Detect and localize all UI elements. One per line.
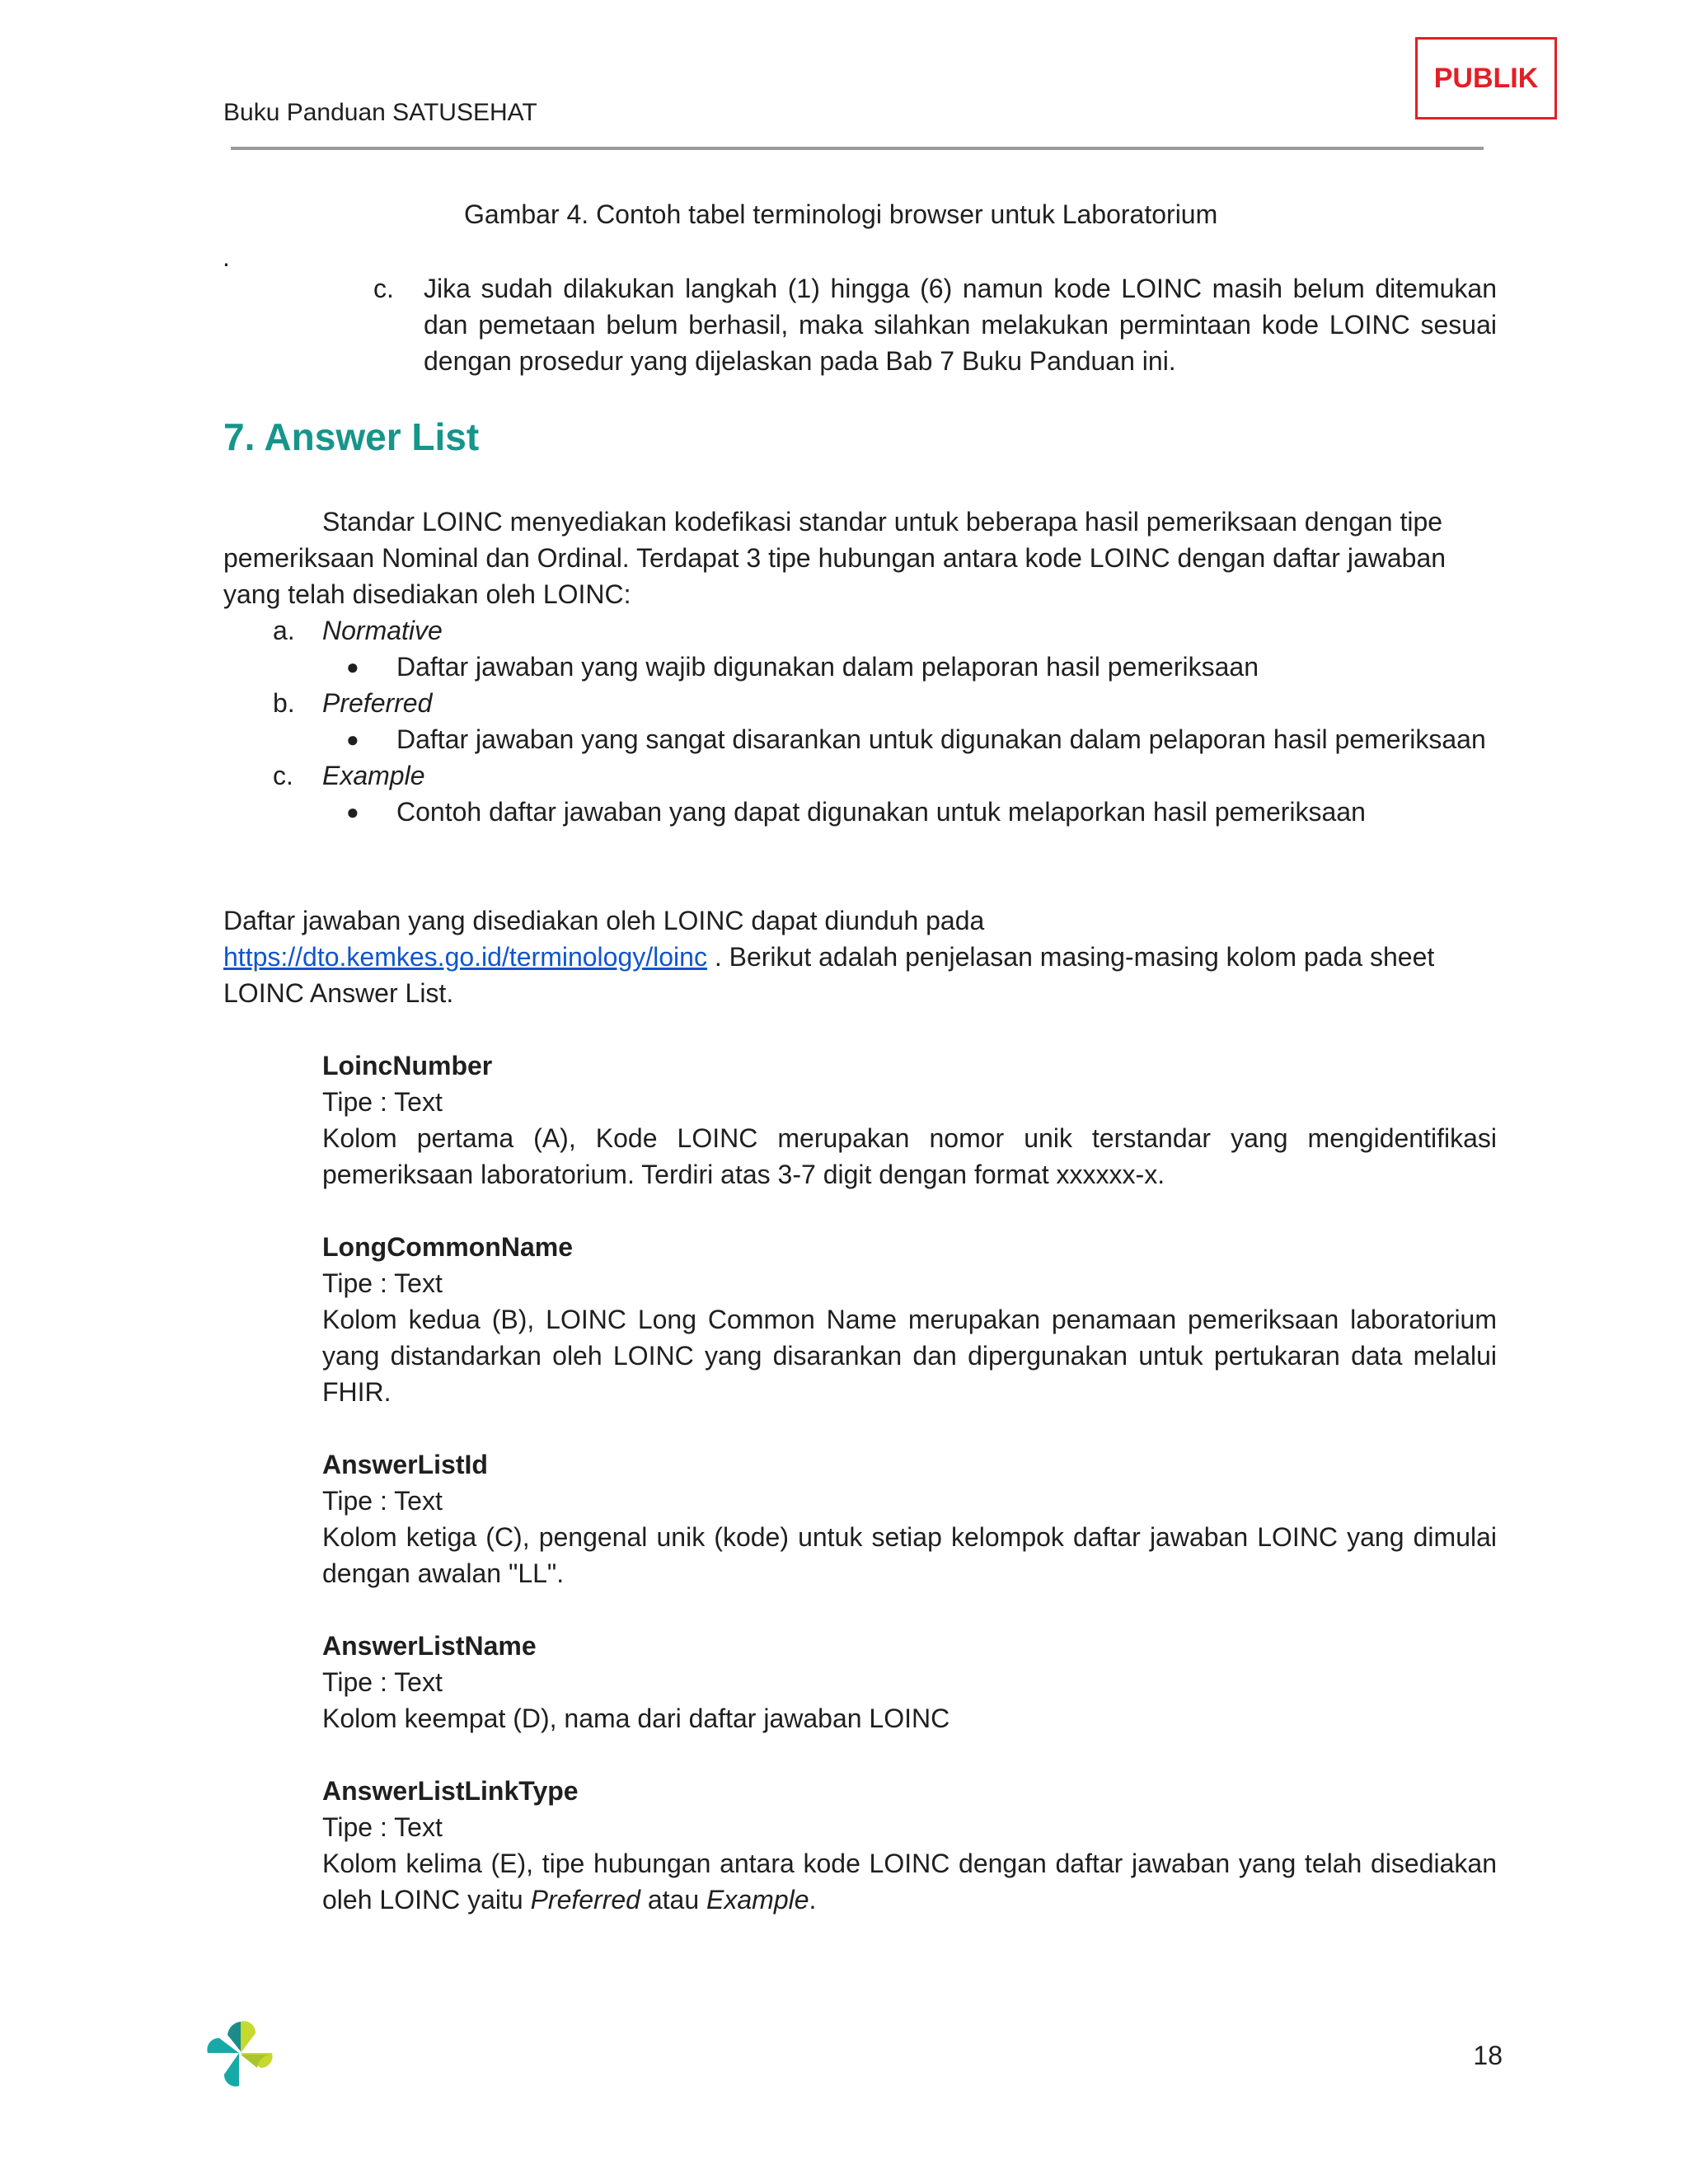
type-name: Normative	[322, 616, 443, 645]
bullet-icon: ●	[346, 799, 359, 824]
type-letter: a.	[273, 616, 295, 645]
list-item-type-a	[223, 612, 1509, 649]
type-a-bullet	[223, 649, 1509, 685]
type-name: Preferred	[322, 688, 433, 718]
field-loincnumber	[322, 1047, 1497, 1193]
desc-text: atau	[640, 1885, 707, 1915]
header-divider	[231, 147, 1484, 150]
stray-dot: .	[223, 242, 230, 272]
field-answerlistlinktype	[322, 1773, 1497, 1918]
figure-caption: Gambar 4. Contoh tabel terminologi browser untuk Laboratorium	[464, 199, 1218, 229]
field-name: LoincNumber	[322, 1051, 493, 1080]
field-type: Tipe : Text	[322, 1087, 443, 1117]
field-description: Kolom kedua (B), LOINC Long Common Name merupakan penamaan pemeriksaan laboratorium yang distandarkan oleh LOINC yang disarankan dan dipergunakan untuk pertukaran data melalui FHIR.	[322, 1305, 1497, 1407]
step-c-marker: c.	[373, 274, 394, 303]
field-name: LongCommonName	[322, 1232, 573, 1262]
bullet-icon: ●	[346, 727, 359, 752]
section-intro	[223, 504, 1451, 612]
loinc-download-link[interactable]: https://dto.kemkes.go.id/terminology/loinc	[223, 942, 707, 972]
intro-paragraph: Standar LOINC menyediakan kodefikasi standar untuk beberapa hasil pemeriksaan dengan tipe pemeriksaan Nominal dan Ordinal. Terdapat 3 tipe hubungan antara kode LOINC dengan daftar jawaban yang telah disediakan oleh LOINC:	[223, 507, 1447, 609]
list-item-type-c	[223, 757, 1509, 794]
field-answerlistid	[322, 1446, 1497, 1591]
section-heading: 7. Answer List	[223, 415, 480, 458]
field-name: AnswerListName	[322, 1631, 537, 1661]
download-paragraph	[223, 902, 1476, 1011]
desc-emphasis: Preferred	[530, 1885, 640, 1915]
type-b-bullet	[223, 721, 1509, 757]
bullet-text: Daftar jawaban yang sangat disarankan untuk digunakan dalam pelaporan hasil pemeriksaan	[396, 724, 1486, 754]
desc-emphasis: Example	[706, 1885, 809, 1915]
type-letter: c.	[273, 761, 293, 790]
field-longcommonname	[322, 1229, 1497, 1410]
list-item-type-b	[223, 685, 1509, 721]
field-definitions	[322, 1047, 1497, 1954]
step-c-item	[373, 270, 1497, 379]
download-after-link: . Berikut adalah penjelasan masing-masing kolom pada sheet LOINC Answer List.	[223, 942, 1435, 1008]
page-number: 18	[1473, 2041, 1503, 2070]
type-name: Example	[322, 761, 425, 790]
bullet-text: Contoh daftar jawaban yang dapat digunakan untuk melaporkan hasil pemeriksaan	[396, 797, 1366, 827]
download-line: Daftar jawaban yang disediakan oleh LOINC dapat diunduh pada	[223, 906, 985, 935]
field-type: Tipe : Text	[322, 1268, 443, 1298]
field-description: Kolom ketiga (C), pengenal unik (kode) untuk setiap kelompok daftar jawaban LOINC yang dimulai dengan awalan "LL".	[322, 1522, 1497, 1588]
field-name: AnswerListId	[322, 1450, 488, 1479]
field-name: AnswerListLinkType	[322, 1776, 579, 1806]
classification-badge: PUBLIK	[1415, 37, 1557, 120]
field-description: Kolom keempat (D), nama dari daftar jawaban LOINC	[322, 1704, 950, 1733]
desc-text: .	[809, 1885, 817, 1915]
bullet-text: Daftar jawaban yang wajib digunakan dalam pelaporan hasil pemeriksaan	[396, 652, 1259, 682]
field-description: Kolom pertama (A), Kode LOINC merupakan nomor unik terstandar yang mengidentifikasi pemeriksaan laboratorium. Terdiri atas 3-7 digit dengan format xxxxxx-x.	[322, 1123, 1497, 1189]
field-type: Tipe : Text	[322, 1812, 443, 1842]
step-c-text: Jika sudah dilakukan langkah (1) hingga (6) namun kode LOINC masih belum ditemukan dan pemetaan belum berhasil, maka silahkan melakukan permintaan kode LOINC sesuai dengan prosedur yang dijelaskan pada Bab 7 Buku Panduan ini.	[424, 274, 1497, 376]
type-letter: b.	[273, 688, 295, 718]
document-header-title: Buku Panduan SATUSEHAT	[223, 99, 537, 126]
kemenkes-logo-icon	[204, 2017, 275, 2091]
field-type: Tipe : Text	[322, 1667, 443, 1697]
field-answerlistname	[322, 1628, 1497, 1736]
field-description	[322, 1845, 1497, 1918]
bullet-icon: ●	[346, 654, 359, 679]
link-type-list	[223, 612, 1509, 830]
field-type: Tipe : Text	[322, 1486, 443, 1516]
desc-text: Kolom kelima (E), tipe hubungan antara kode LOINC dengan daftar jawaban yang telah disediakan oleh LOINC yaitu	[322, 1849, 1497, 1915]
download-link-line	[223, 939, 1476, 1011]
type-c-bullet	[223, 794, 1509, 830]
